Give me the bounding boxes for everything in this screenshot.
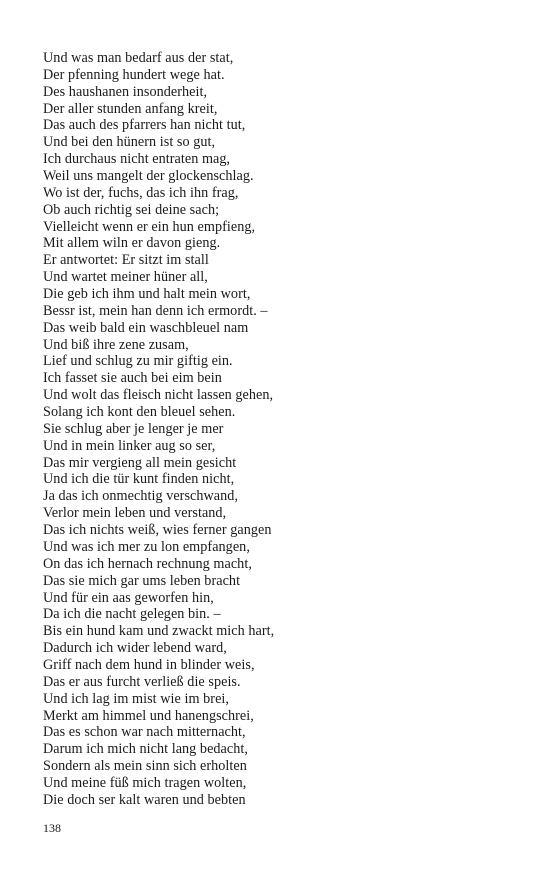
poem-line: Und für ein aas geworfen hin, <box>43 589 214 606</box>
page-number: 138 <box>43 821 61 835</box>
poem-line: Das weib bald ein waschbleuel nam <box>43 319 249 336</box>
poem-line: Weil uns mangelt der glockenschlag. <box>43 168 254 185</box>
poem-line: Und biß ihre zene zusam, <box>43 336 189 353</box>
poem-line: Die doch ser kalt waren und bebten <box>43 791 246 808</box>
poem-line: Merkt am himmel und hanengschrei, <box>43 707 254 724</box>
poem-line: Vielleicht wenn er ein hun empfieng, <box>43 218 256 235</box>
poem-line: Da ich die nacht gelegen bin. – <box>43 606 221 623</box>
poem-line: Ich fasset sie auch bei eim bein <box>43 370 222 387</box>
poem-line: Griff nach dem hund in blinder weis, <box>43 656 255 673</box>
poem-line: On das ich hernach rechnung macht, <box>43 555 252 572</box>
poem-line: Und was man bedarf aus der stat, <box>43 50 234 66</box>
poem-line: Und meine füß mich tragen wolten, <box>43 774 247 791</box>
poem-line: Das ich nichts weiß, wies ferner gangen <box>43 522 272 539</box>
poem-line: Und in mein linker aug so ser, <box>43 437 216 454</box>
poem-line: Sie schlug aber je lenger je mer <box>43 420 224 437</box>
poem-line: Die geb ich ihm und halt mein wort, <box>43 286 251 303</box>
poem-line: Sondern als mein sinn sich erholten <box>43 758 247 775</box>
poem-line: Mit allem wiln er davon gieng. <box>43 235 221 252</box>
poem-line: Verlor mein leben und verstand, <box>43 505 227 522</box>
poem-line: Und ich die tür kunt finden nicht, <box>43 471 235 488</box>
poem-line: Wo ist der, fuchs, das ich ihn frag, <box>43 184 239 201</box>
poem-line: Ich durchaus nicht entraten mag, <box>43 151 231 168</box>
poem-line: Das er aus furcht verließ die speis. <box>43 673 241 690</box>
poem-line: Und wolt das fleisch nicht lassen gehen, <box>43 387 274 404</box>
poem-line: Das sie mich gar ums leben bracht <box>43 572 241 589</box>
poem-line: Das auch des pfarrers han nicht tut, <box>43 117 246 134</box>
poem-line: Und wartet meiner hüner all, <box>43 269 208 286</box>
poem-line: Das es schon war nach mitternacht, <box>43 724 246 741</box>
poem-text <box>43 50 513 809</box>
poem-line: Dadurch ich wider lebend ward, <box>43 640 227 657</box>
poem-line: Bis ein hund kam und zwackt mich hart, <box>43 623 275 640</box>
poem-line: Bessr ist, mein han denn ich ermordt. – <box>43 302 268 319</box>
poem-line: Und was ich mer zu lon empfangen, <box>43 538 250 555</box>
poem-line: Das mir vergieng all mein gesicht <box>43 454 237 471</box>
poem-line: Und ich lag im mist wie im brei, <box>43 690 230 707</box>
poem-line: Lief und schlug zu mir giftig ein. <box>43 353 233 370</box>
poem-line: Solang ich kont den bleuel sehen. <box>43 404 236 421</box>
poem-line: Der aller stunden anfang kreit, <box>43 100 218 117</box>
poem-line: Darum ich mich nicht lang bedacht, <box>43 741 248 758</box>
poem-line: Und bei den hünern ist so gut, <box>43 134 216 151</box>
poem-line: Ja das ich onmechtig verschwand, <box>43 488 239 505</box>
poem-line: Der pfenning hundert wege hat. <box>43 66 225 83</box>
poem-line: Er antwortet: Er sitzt im stall <box>43 252 209 269</box>
poem-line: Des haushanen insonderheit, <box>43 83 208 100</box>
poem-line: Ob auch richtig sei deine sach; <box>43 201 220 218</box>
